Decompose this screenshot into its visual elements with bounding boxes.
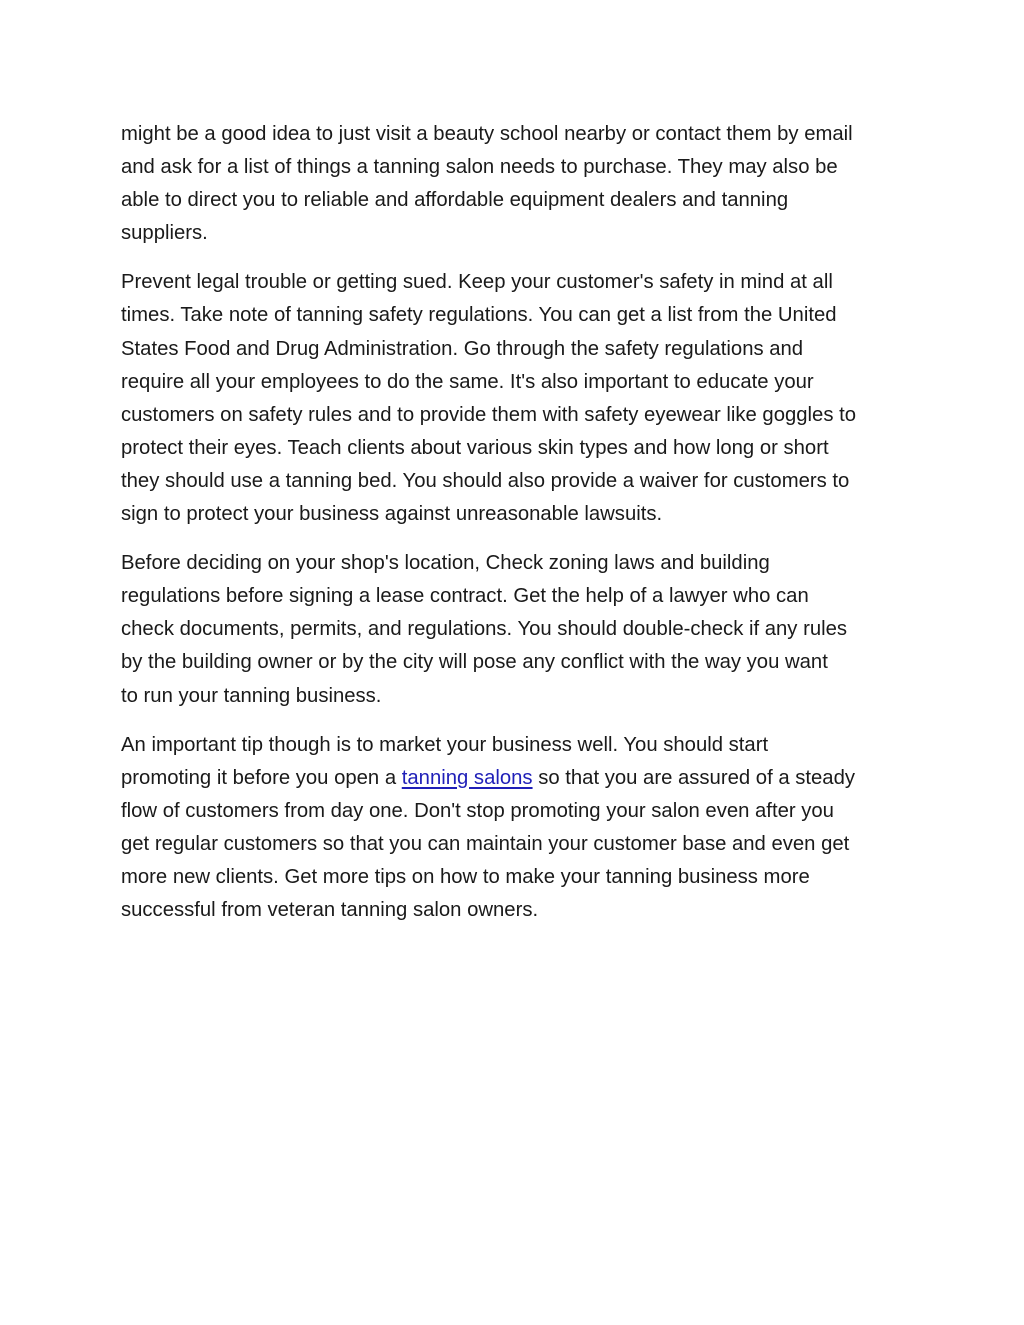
paragraph-marketing-text-after-link: so that you are assured of a steady flow of customers from day one. Don't stop promoting your salon even after you get regular customers so that you can maintain your customer base and even get more new clients. Get more tips on how to make your tanning business more successful from veteran tanning salon owners. [121, 766, 856, 922]
document-body [121, 118, 911, 943]
paragraph-equipment-suppliers: might be a good idea to just visit a beauty school nearby or contact them by email and ask for a list of things a tanning salon needs to purchase. They may also be able to direct you to reliable and affordable equipment dealers and tanning suppliers. [121, 123, 853, 245]
paragraph-marketing-text-before-link: An important tip though is to market your business well. You should start promoting it before you open a [121, 733, 769, 789]
paragraph-legal-safety: Prevent legal trouble or getting sued. Keep your customer's safety in mind at all times. Take note of tanning safety regulations. You can get a list from the United States Food and Drug Administration. Go through the safety regulations and require all your employees to do the same. It's also important to educate your customers on safety rules and to provide them with safety eyewear like goggles to protect their eyes. Teach clients about various skin types and how long or short they should use a tanning bed. You should also provide a waiver for customers to sign to protect your business against unreasonable lawsuits. [121, 271, 857, 526]
paragraph-marketing [121, 729, 911, 928]
tanning-salons-link[interactable]: tanning salons [401, 766, 533, 789]
paragraph-location-zoning: Before deciding on your shop's location, Check zoning laws and building regulations before signing a lease contract. Get the help of a lawyer who can check documents, permits, and regulations. You should double-check if any rules by the building owner or by the city will pose any conflict with the way you want to run your tanning business. [121, 552, 848, 707]
